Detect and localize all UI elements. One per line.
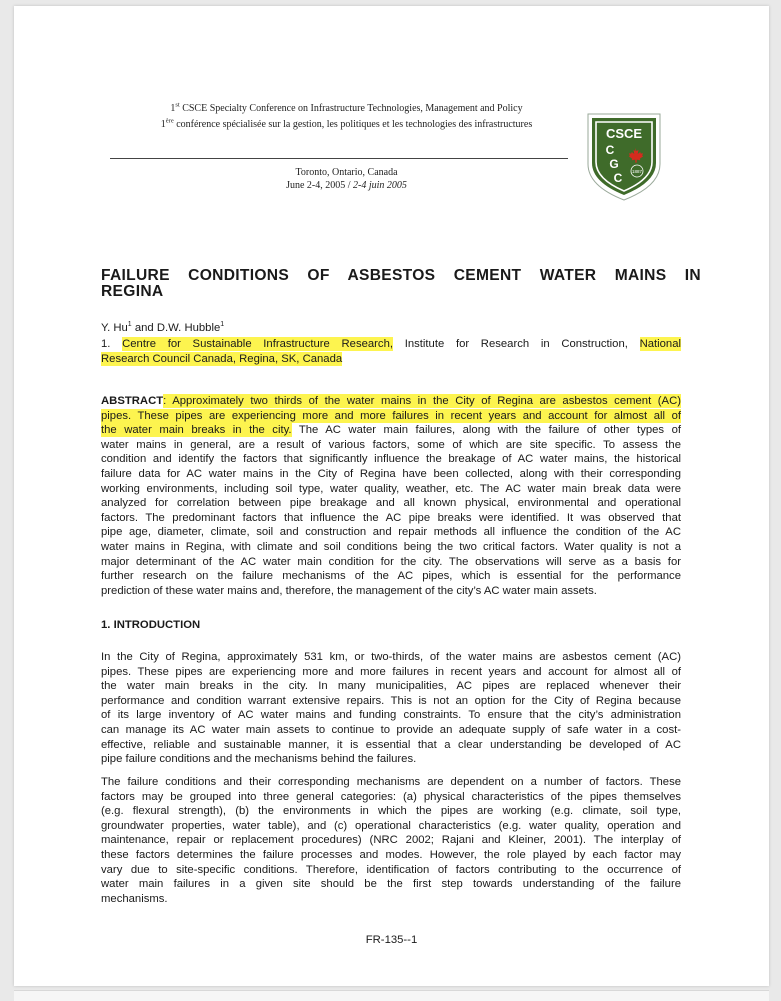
affiliation: 1. Centre for Sustainable Infrastructure Research, Institute for Research in Construction, National Research Council Canada, Regina, SK, Canada	[101, 338, 682, 365]
section-heading-introduction: 1. INTRODUCTION	[101, 619, 201, 631]
highlight: National	[639, 338, 682, 350]
csce-logo	[584, 108, 664, 202]
header-rule	[110, 158, 568, 159]
conference-line-english: 1st CSCE Specialty Conference on Infrastructure Technologies, Management and Policy	[170, 101, 523, 114]
conference-dates: June 2-4, 2005 / 2-4 juin 2005	[286, 180, 407, 191]
page-footer-id: FR-135--1	[365, 934, 418, 946]
conference-location: Toronto, Ontario, Canada	[295, 167, 398, 178]
logo-year: 1887	[631, 169, 643, 174]
abstract-label: ABSTRACT	[101, 395, 164, 407]
logo-letter: C	[613, 171, 623, 185]
highlight: Centre for Sustainable Infrastructure Research,	[122, 338, 394, 350]
highlight: Research Council Canada, Regina, SK, Canada	[101, 352, 343, 365]
next-page-edge	[14, 990, 769, 1001]
highlight: pipes. These pipes are experiencing more and more failures in recent years and account for almost all of	[101, 409, 681, 422]
conference-line-french: 1ère conférence spécialisée sur la gestion, les politiques et les technologies des infrastructures	[160, 117, 533, 130]
abstract: ABSTRACT: Approximately two thirds of the water mains in the City of Regina are asbestos cement (AC) pipes. These pipes are experiencing more and more failures in recent years and account for almost all of the water main breaks in the city. The AC water main failures, along with the failure of other types of water mains in general, are a result of various factors, some of which are site specific. To assess the condition and identify the factors that significantly influence the breakage of AC water mains, the historical failure data for AC water mains in the City of Regina have been collected, along with their corresponding working environments, including soil type, water quality, weather, etc. The AC water main break data were analyzed for correlation between pipe breakage and all known physical, environmental and operational factors. The predominant factors that influence the AC pipe breaks were identified. It was observed that pipe age, diameter, climate, soil and construction and repair methods all influence the condition of the AC water mains in Regina, with climate and soil conditions being the two critical factors. Water quality is not a major determinant of the AC water main condition for the city. The observations will serve as a basis for further research on the failure mechanisms of the AC pipes, which is essential for the performance prediction of these water mains and, therefore, the management of the city’s AC water main assets.	[101, 395, 681, 597]
logo-acronym: CSCE	[605, 126, 643, 141]
logo-letter: G	[609, 157, 619, 171]
paper-page	[14, 6, 769, 986]
highlight: : Approximately two thirds of the water mains in the City of Regina are asbestos cement (AC)	[163, 395, 681, 407]
highlight: the water main breaks in the city.	[101, 424, 292, 437]
intro-paragraph-1: In the City of Regina, approximately 531 km, or two-thirds, of the water mains are asbestos cement (AC) pipes. These pipes are experiencing more and more failures in recent years and account for almost all of the water main breaks in the city. In many municipalities, AC pipes are replaced whenever their performance and condition warrant extensive repairs. This is not an option for the City of Regina because of its large inventory of AC water mains and funding constraints. To ensure that the city’s administration can manage its AC water main assets to continue to provide an adequate supply of safe water in a cost- effective, reliable and sustainable manner, it is essential that a clear understanding be developed of AC pipe failure conditions and the mechanisms behind the failures.	[101, 651, 681, 766]
authors: Y. Hu$^1$ and D.W. Hubble$^1$	[101, 321, 225, 334]
intro-paragraph-2: The failure conditions and their corresponding mechanisms are dependent on a number of factors. These factors may be grouped into three general categories: (a) physical characteristics of the pipes themselves (e.g. flexural strength), (b) the environments in which the pipes are working (e.g. climate, soil type, groundwater properties, water table), and (c) operational characteristics (e.g. water quality, operation and maintenance, repair or replacement procedures) (NRC 2002; Rajani and Kleiner, 2001). The interplay of these factors determines the failure processes and modes. However, the role played by each factor may vary due to site-specific conditions. Therefore, identification of factors contributing to the occurrence of water main failures in a given site should be the first step towards understanding of the failure mechanisms.	[101, 776, 681, 905]
paper-title: FAILURE CONDITIONS OF ASBESTOS CEMENT WATER MAINS IN REGINA	[101, 267, 701, 300]
logo-letter: C	[605, 143, 615, 157]
